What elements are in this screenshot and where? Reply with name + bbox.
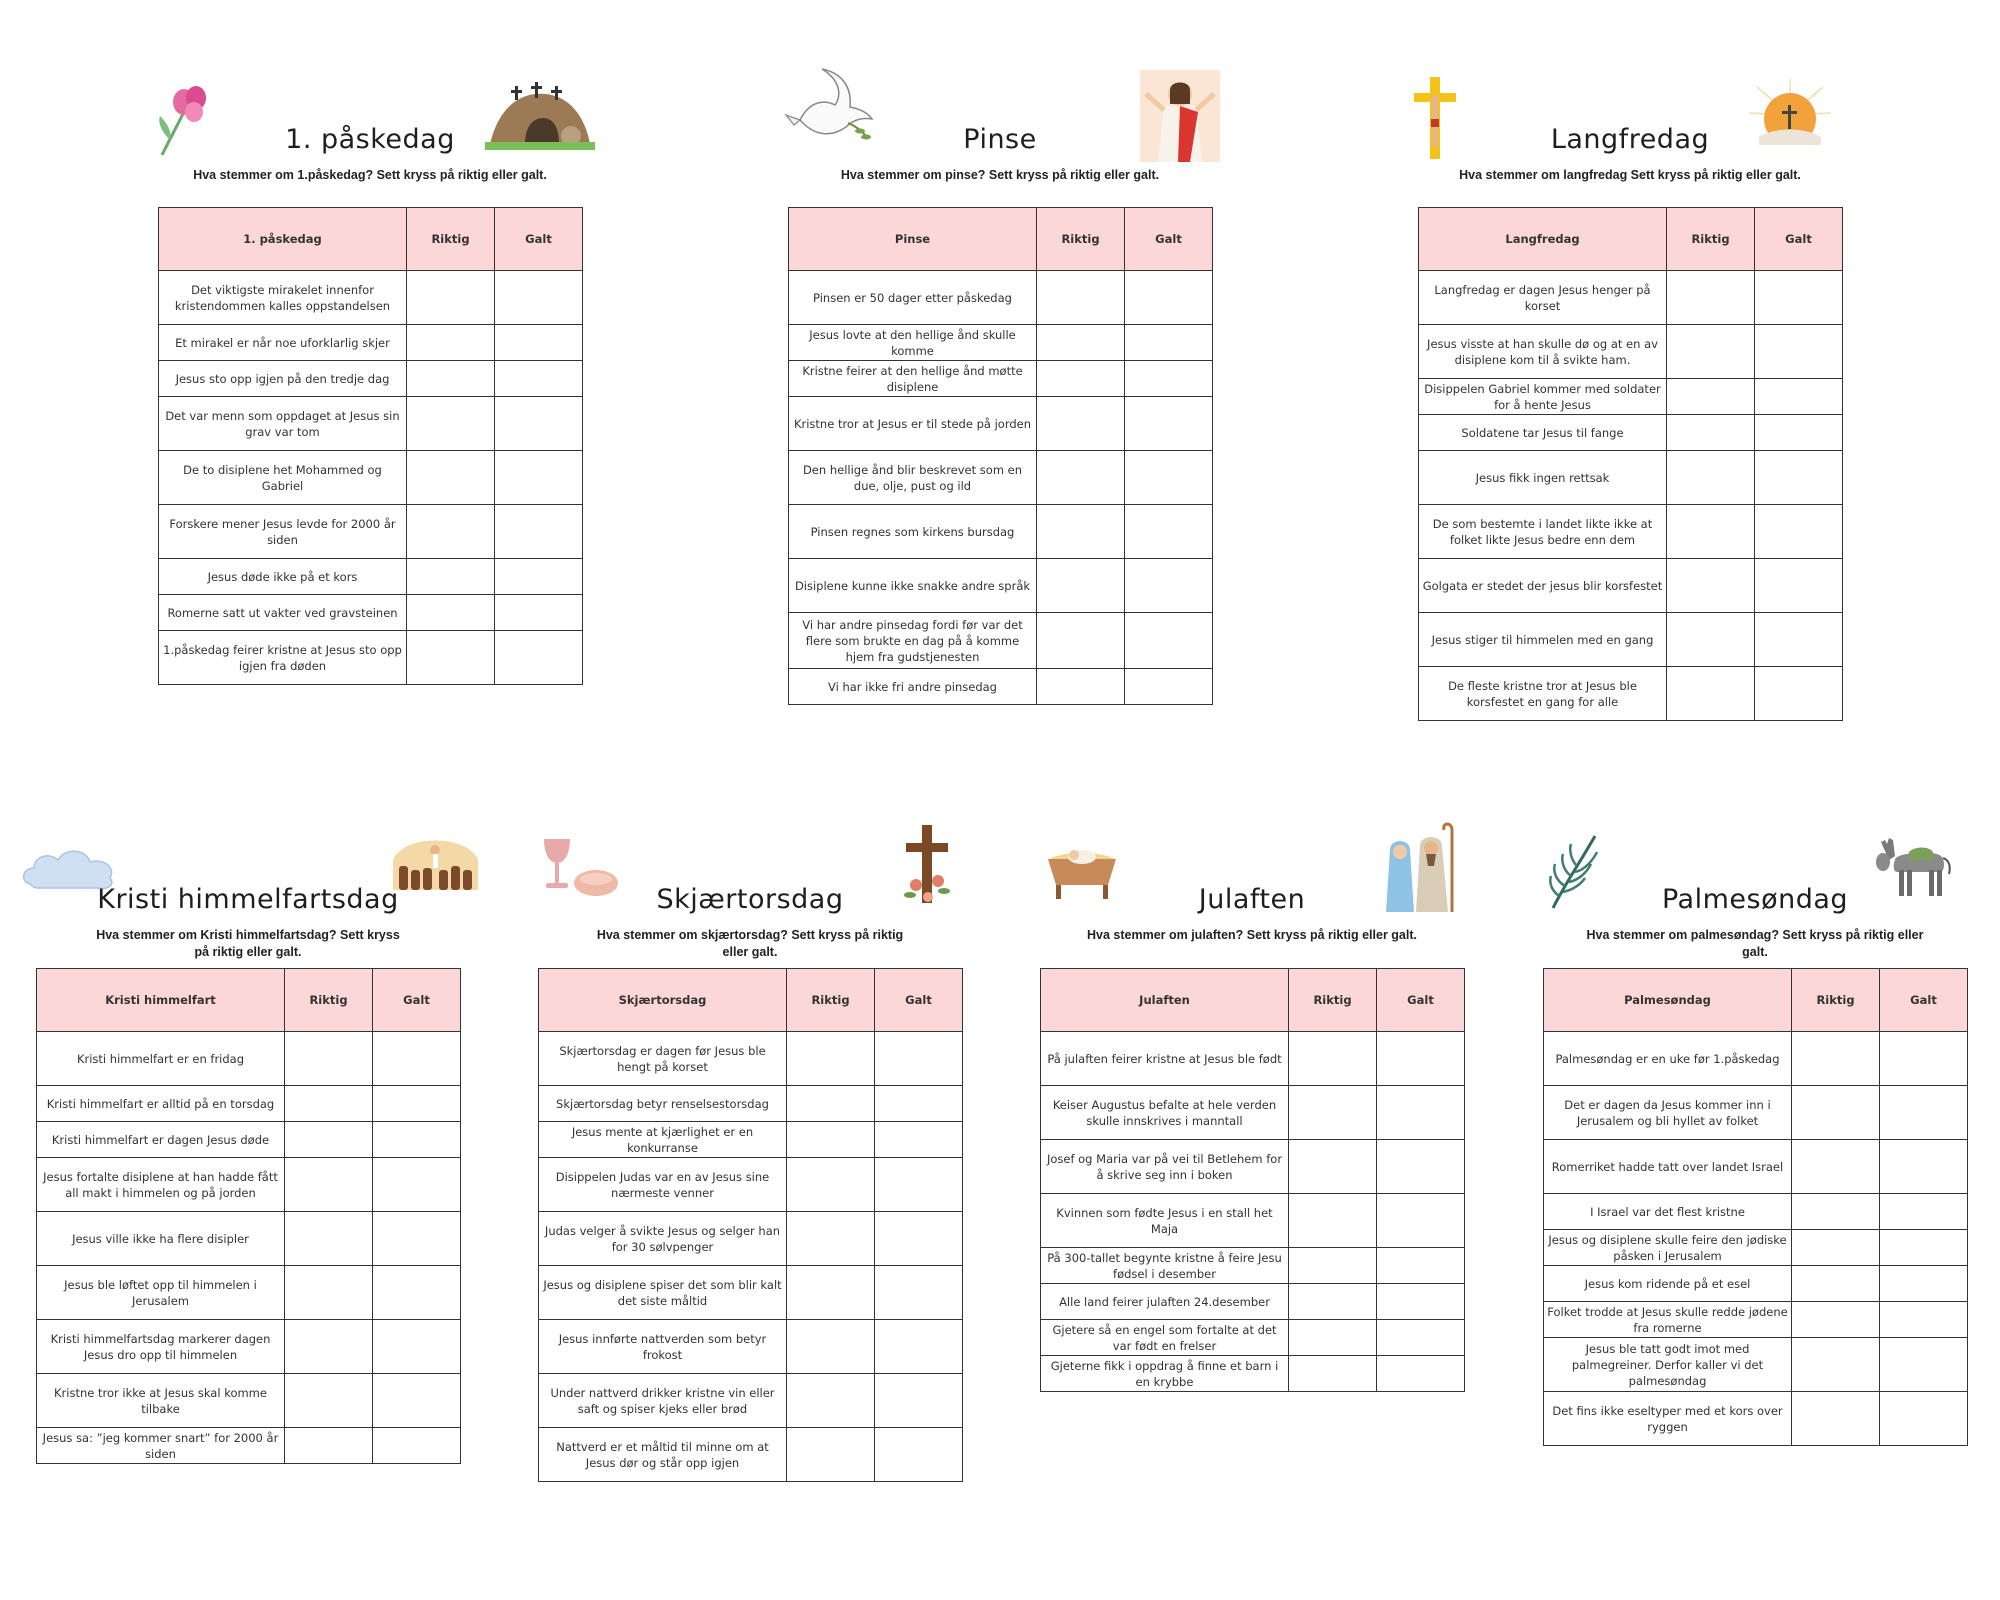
statement-cell: Kristne tror at Jesus er til stede på jorden xyxy=(789,397,1037,451)
statement-cell: Det er dagen da Jesus kommer inn i Jerusalem og bli hyllet av folket xyxy=(1544,1086,1792,1140)
ascension-icon xyxy=(393,830,478,890)
galt-checkbox-cell[interactable] xyxy=(1125,325,1213,361)
sheet-title: Skjærtorsdag xyxy=(656,884,844,915)
riktig-checkbox-cell[interactable] xyxy=(1792,1302,1880,1338)
sheet-instruction: Hva stemmer om langfredag Sett kryss på riktig eller galt. xyxy=(1459,168,1801,182)
worksheet-palmesondag xyxy=(1535,820,1975,1460)
statement-cell: Keiser Augustus befalte at hele verden skulle innskrives i manntall xyxy=(1041,1086,1289,1140)
sheet-instruction: Hva stemmer om julaften? Sett kryss på riktig eller galt. xyxy=(1087,928,1417,942)
galt-checkbox-cell[interactable] xyxy=(1755,613,1843,667)
statement-cell: På 300-tallet begynte kristne å feire Jesu fødsel i desember xyxy=(1041,1248,1289,1284)
column-header-riktig: Riktig xyxy=(787,969,875,1032)
true-false-table xyxy=(538,968,963,1482)
galt-checkbox-cell[interactable] xyxy=(1755,379,1843,415)
riktig-checkbox-cell[interactable] xyxy=(1792,1140,1880,1194)
galt-checkbox-cell[interactable] xyxy=(875,1122,963,1158)
galt-checkbox-cell[interactable] xyxy=(1125,451,1213,505)
statement-cell: Pinsen er 50 dager etter påskedag xyxy=(789,271,1037,325)
galt-checkbox-cell[interactable] xyxy=(495,325,583,361)
galt-checkbox-cell[interactable] xyxy=(1880,1194,1968,1230)
statement-cell: Den hellige ånd blir beskrevet som en due, olje, pust og ild xyxy=(789,451,1037,505)
sheet-instruction: Hva stemmer om Kristi himmelfartsdag? Sett kryss på riktig eller galt. xyxy=(96,928,400,959)
galt-checkbox-cell[interactable] xyxy=(495,451,583,505)
column-header-riktig: Riktig xyxy=(1037,208,1125,271)
galt-checkbox-cell[interactable] xyxy=(875,1266,963,1320)
galt-checkbox-cell[interactable] xyxy=(495,631,583,685)
galt-checkbox-cell[interactable] xyxy=(373,1320,461,1374)
galt-checkbox-cell[interactable] xyxy=(875,1212,963,1266)
statement-cell: Gjeterne fikk i oppdrag å finne et barn i en krybbe xyxy=(1041,1356,1289,1392)
column-header-riktig: Riktig xyxy=(407,208,495,271)
riktig-checkbox-cell[interactable] xyxy=(1667,505,1755,559)
galt-checkbox-cell[interactable] xyxy=(1377,1356,1465,1392)
statement-cell: Soldatene tar Jesus til fange xyxy=(1419,415,1667,451)
galt-checkbox-cell[interactable] xyxy=(875,1032,963,1086)
true-false-table xyxy=(1040,968,1465,1392)
galt-checkbox-cell[interactable] xyxy=(1125,559,1213,613)
statement-cell: Langfredag er dagen Jesus henger på korset xyxy=(1419,271,1667,325)
statement-cell: Kvinnen som fødte Jesus i en stall het Maja xyxy=(1041,1194,1289,1248)
riktig-checkbox-cell[interactable] xyxy=(787,1428,875,1482)
galt-checkbox-cell[interactable] xyxy=(1755,325,1843,379)
galt-checkbox-cell[interactable] xyxy=(373,1374,461,1428)
riktig-checkbox-cell[interactable] xyxy=(1037,669,1125,705)
column-header-riktig: Riktig xyxy=(1289,969,1377,1032)
galt-checkbox-cell[interactable] xyxy=(1755,271,1843,325)
riktig-checkbox-cell[interactable] xyxy=(285,1266,373,1320)
galt-checkbox-cell[interactable] xyxy=(1125,361,1213,397)
column-header-topic: Julaften xyxy=(1041,969,1289,1032)
riktig-checkbox-cell[interactable] xyxy=(407,271,495,325)
sheet-title: Langfredag xyxy=(1550,124,1710,155)
galt-checkbox-cell[interactable] xyxy=(1377,1140,1465,1194)
statement-cell: Jesus lovte at den hellige ånd skulle komme xyxy=(789,325,1037,361)
true-false-table xyxy=(36,968,461,1464)
statement-cell: Disippelen Gabriel kommer med soldater for å hente Jesus xyxy=(1419,379,1667,415)
galt-checkbox-cell[interactable] xyxy=(1125,271,1213,325)
statement-cell: Romerne satt ut vakter ved gravsteinen xyxy=(159,595,407,631)
statement-cell: Golgata er stedet der jesus blir korsfestet xyxy=(1419,559,1667,613)
riktig-checkbox-cell[interactable] xyxy=(1667,271,1755,325)
riktig-checkbox-cell[interactable] xyxy=(787,1266,875,1320)
galt-checkbox-cell[interactable] xyxy=(1377,1284,1465,1320)
worksheet-skjaertorsdag xyxy=(530,820,970,1500)
column-header-riktig: Riktig xyxy=(1667,208,1755,271)
worksheet-paaskedag xyxy=(150,60,590,700)
statement-cell: Jesus og disiplene skulle feire den jødiske påsken i Jerusalem xyxy=(1544,1230,1792,1266)
column-header-topic: Palmesøndag xyxy=(1544,969,1792,1032)
true-false-table xyxy=(1543,968,1968,1446)
statement-cell: Det fins ikke eseltyper med et kors over ryggen xyxy=(1544,1392,1792,1446)
statement-cell: Det viktigste mirakelet innenfor kristendommen kalles oppstandelsen xyxy=(159,271,407,325)
riktig-checkbox-cell[interactable] xyxy=(1667,415,1755,451)
galt-checkbox-cell[interactable] xyxy=(1880,1032,1968,1086)
statement-cell: Jesus kom ridende på et esel xyxy=(1544,1266,1792,1302)
statement-cell: Vi har andre pinsedag fordi før var det flere som brukte en dag på å komme hjem fra gudstjenesten xyxy=(789,613,1037,669)
column-header-topic: Skjærtorsdag xyxy=(539,969,787,1032)
column-header-galt: Galt xyxy=(495,208,583,271)
riktig-checkbox-cell[interactable] xyxy=(1792,1392,1880,1446)
riktig-checkbox-cell[interactable] xyxy=(1289,1140,1377,1194)
sheet-instruction: Hva stemmer om 1.påskedag? Sett kryss på riktig eller galt. xyxy=(193,168,547,182)
galt-checkbox-cell[interactable] xyxy=(1755,415,1843,451)
galt-checkbox-cell[interactable] xyxy=(1880,1266,1968,1302)
galt-checkbox-cell[interactable] xyxy=(1755,451,1843,505)
galt-checkbox-cell[interactable] xyxy=(1755,505,1843,559)
statement-cell: Judas velger å svikte Jesus og selger han for 30 sølvpenger xyxy=(539,1212,787,1266)
worksheet-julaften xyxy=(1032,820,1472,1400)
riktig-checkbox-cell[interactable] xyxy=(285,1032,373,1086)
column-header-galt: Galt xyxy=(1755,208,1843,271)
galt-checkbox-cell[interactable] xyxy=(1880,1302,1968,1338)
statement-cell: Nattverd er et måltid til minne om at Jesus dør og står opp igjen xyxy=(539,1428,787,1482)
riktig-checkbox-cell[interactable] xyxy=(1289,1356,1377,1392)
sheet-title: Palmesøndag xyxy=(1661,884,1849,915)
riktig-checkbox-cell[interactable] xyxy=(1037,451,1125,505)
statement-cell: Jesus og disiplene spiser det som blir kalt det siste måltid xyxy=(539,1266,787,1320)
riktig-checkbox-cell[interactable] xyxy=(787,1032,875,1086)
statement-cell: Alle land feirer julaften 24.desember xyxy=(1041,1284,1289,1320)
riktig-checkbox-cell[interactable] xyxy=(787,1374,875,1428)
galt-checkbox-cell[interactable] xyxy=(1125,505,1213,559)
galt-checkbox-cell[interactable] xyxy=(1377,1320,1465,1356)
riktig-checkbox-cell[interactable] xyxy=(1792,1230,1880,1266)
true-false-table xyxy=(788,207,1213,705)
galt-checkbox-cell[interactable] xyxy=(373,1212,461,1266)
statement-cell: Et mirakel er når noe uforklarlig skjer xyxy=(159,325,407,361)
galt-checkbox-cell[interactable] xyxy=(1377,1086,1465,1140)
riktig-checkbox-cell[interactable] xyxy=(1667,379,1755,415)
statement-cell: Under nattverd drikker kristne vin eller saft og spiser kjeks eller brød xyxy=(539,1374,787,1428)
statement-cell: Jesus sa: ”jeg kommer snart” for 2000 år siden xyxy=(37,1428,285,1464)
statement-cell: De fleste kristne tror at Jesus ble korsfestet en gang for alle xyxy=(1419,667,1667,721)
riktig-checkbox-cell[interactable] xyxy=(1037,505,1125,559)
riktig-checkbox-cell[interactable] xyxy=(1289,1320,1377,1356)
galt-checkbox-cell[interactable] xyxy=(1125,397,1213,451)
riktig-checkbox-cell[interactable] xyxy=(787,1158,875,1212)
sheet-title: Pinse xyxy=(963,124,1037,155)
statement-cell: Kristi himmelfartsdag markerer dagen Jesus dro opp til himmelen xyxy=(37,1320,285,1374)
statement-cell: Forskere mener Jesus levde for 2000 år siden xyxy=(159,505,407,559)
statement-cell: Folket trodde at Jesus skulle redde jødene fra romerne xyxy=(1544,1302,1792,1338)
statement-cell: Jesus sto opp igjen på den tredje dag xyxy=(159,361,407,397)
statement-cell: Kristi himmelfart er dagen Jesus døde xyxy=(37,1122,285,1158)
column-header-topic: Kristi himmelfart xyxy=(37,969,285,1032)
riktig-checkbox-cell[interactable] xyxy=(285,1428,373,1464)
riktig-checkbox-cell[interactable] xyxy=(407,397,495,451)
galt-checkbox-cell[interactable] xyxy=(373,1122,461,1158)
riktig-checkbox-cell[interactable] xyxy=(1792,1086,1880,1140)
sheet-instruction: Hva stemmer om palmesøndag? Sett kryss på riktig eller galt. xyxy=(1586,928,1924,959)
riktig-checkbox-cell[interactable] xyxy=(285,1122,373,1158)
galt-checkbox-cell[interactable] xyxy=(1880,1140,1968,1194)
worksheet-langfredag xyxy=(1410,60,1850,740)
galt-checkbox-cell[interactable] xyxy=(875,1086,963,1122)
riktig-checkbox-cell[interactable] xyxy=(407,325,495,361)
galt-checkbox-cell[interactable] xyxy=(1755,559,1843,613)
galt-checkbox-cell[interactable] xyxy=(373,1032,461,1086)
column-header-galt: Galt xyxy=(875,969,963,1032)
galt-checkbox-cell[interactable] xyxy=(1377,1032,1465,1086)
statement-cell: Jesus fortalte disiplene at han hadde fått all makt i himmelen og på jorden xyxy=(37,1158,285,1212)
riktig-checkbox-cell[interactable] xyxy=(1289,1284,1377,1320)
sheet-title: 1. påskedag xyxy=(285,124,455,155)
statement-cell: Vi har ikke fri andre pinsedag xyxy=(789,669,1037,705)
worksheet-kristi-himmelfartsdag xyxy=(28,820,468,1480)
statement-cell: Josef og Maria var på vei til Betlehem for å skrive seg inn i boken xyxy=(1041,1140,1289,1194)
column-header-galt: Galt xyxy=(373,969,461,1032)
statement-cell: Kristne feirer at den hellige ånd møtte disiplene xyxy=(789,361,1037,397)
statement-cell: Jesus ville ikke ha flere disipler xyxy=(37,1212,285,1266)
statement-cell: Det var menn som oppdaget at Jesus sin grav var tom xyxy=(159,397,407,451)
column-header-galt: Galt xyxy=(1377,969,1465,1032)
statement-cell: Kristi himmelfart er alltid på en torsdag xyxy=(37,1086,285,1122)
sheet-title: Julaften xyxy=(1198,884,1306,915)
statement-cell: Kristi himmelfart er en fridag xyxy=(37,1032,285,1086)
riktig-checkbox-cell[interactable] xyxy=(1289,1248,1377,1284)
statement-cell: På julaften feirer kristne at Jesus ble født xyxy=(1041,1032,1289,1086)
statement-cell: Kristne tror ikke at Jesus skal komme tilbake xyxy=(37,1374,285,1428)
statement-cell: Disiplene kunne ikke snakke andre språk xyxy=(789,559,1037,613)
riktig-checkbox-cell[interactable] xyxy=(285,1158,373,1212)
riktig-checkbox-cell[interactable] xyxy=(1289,1086,1377,1140)
statement-cell: Skjærtorsdag betyr renselsestorsdag xyxy=(539,1086,787,1122)
riktig-checkbox-cell[interactable] xyxy=(1037,271,1125,325)
statement-cell: Jesus mente at kjærlighet er en konkurranse xyxy=(539,1122,787,1158)
riktig-checkbox-cell[interactable] xyxy=(1037,397,1125,451)
statement-cell: De som bestemte i landet likte ikke at folket likte Jesus bedre enn dem xyxy=(1419,505,1667,559)
statement-cell: De to disiplene het Mohammed og Gabriel xyxy=(159,451,407,505)
galt-checkbox-cell[interactable] xyxy=(1755,667,1843,721)
column-header-topic: 1. påskedag xyxy=(159,208,407,271)
galt-checkbox-cell[interactable] xyxy=(875,1374,963,1428)
galt-checkbox-cell[interactable] xyxy=(1377,1248,1465,1284)
statement-cell: Jesus ble løftet opp til himmelen i Jerusalem xyxy=(37,1266,285,1320)
galt-checkbox-cell[interactable] xyxy=(495,505,583,559)
galt-checkbox-cell[interactable] xyxy=(1377,1194,1465,1248)
riktig-checkbox-cell[interactable] xyxy=(407,631,495,685)
riktig-checkbox-cell[interactable] xyxy=(1792,1338,1880,1392)
riktig-checkbox-cell[interactable] xyxy=(1667,613,1755,667)
riktig-checkbox-cell[interactable] xyxy=(407,451,495,505)
riktig-checkbox-cell[interactable] xyxy=(1289,1194,1377,1248)
galt-checkbox-cell[interactable] xyxy=(373,1428,461,1464)
statement-cell: Gjetere så en engel som fortalte at det var født en frelser xyxy=(1041,1320,1289,1356)
column-header-riktig: Riktig xyxy=(1792,969,1880,1032)
galt-checkbox-cell[interactable] xyxy=(1125,669,1213,705)
statement-cell: Skjærtorsdag er dagen før Jesus ble hengt på korset xyxy=(539,1032,787,1086)
sheet-instruction: Hva stemmer om skjærtorsdag? Sett kryss på riktig eller galt. xyxy=(596,928,904,959)
riktig-checkbox-cell[interactable] xyxy=(1037,559,1125,613)
galt-checkbox-cell[interactable] xyxy=(495,595,583,631)
riktig-checkbox-cell[interactable] xyxy=(1289,1032,1377,1086)
statement-cell: Palmesøndag er en uke før 1.påskedag xyxy=(1544,1032,1792,1086)
riktig-checkbox-cell[interactable] xyxy=(787,1086,875,1122)
statement-cell: Romerriket hadde tatt over landet Israel xyxy=(1544,1140,1792,1194)
galt-checkbox-cell[interactable] xyxy=(373,1266,461,1320)
statement-cell: Pinsen regnes som kirkens bursdag xyxy=(789,505,1037,559)
column-header-galt: Galt xyxy=(1125,208,1213,271)
riktig-checkbox-cell[interactable] xyxy=(787,1122,875,1158)
galt-checkbox-cell[interactable] xyxy=(495,361,583,397)
statement-cell: Jesus ble tatt godt imot med palmegreiner. Derfor kaller vi det palmesøndag xyxy=(1544,1338,1792,1392)
galt-checkbox-cell[interactable] xyxy=(495,271,583,325)
statement-cell: Disippelen Judas var en av Jesus sine nærmeste venner xyxy=(539,1158,787,1212)
riktig-checkbox-cell[interactable] xyxy=(285,1374,373,1428)
riktig-checkbox-cell[interactable] xyxy=(1037,361,1125,397)
sheet-instruction: Hva stemmer om pinse? Sett kryss på riktig eller galt. xyxy=(840,168,1160,182)
column-header-topic: Pinse xyxy=(789,208,1037,271)
riktig-checkbox-cell[interactable] xyxy=(1667,667,1755,721)
galt-checkbox-cell[interactable] xyxy=(1125,613,1213,669)
statement-cell: Jesus fikk ingen rettsak xyxy=(1419,451,1667,505)
galt-checkbox-cell[interactable] xyxy=(1880,1086,1968,1140)
true-false-table xyxy=(1418,207,1843,721)
riktig-checkbox-cell[interactable] xyxy=(1792,1194,1880,1230)
worksheet-pinse xyxy=(780,60,1220,720)
riktig-checkbox-cell[interactable] xyxy=(787,1212,875,1266)
statement-cell: Jesus døde ikke på et kors xyxy=(159,559,407,595)
riktig-checkbox-cell[interactable] xyxy=(285,1086,373,1122)
galt-checkbox-cell[interactable] xyxy=(495,559,583,595)
column-header-galt: Galt xyxy=(1880,969,1968,1032)
galt-checkbox-cell[interactable] xyxy=(1880,1230,1968,1266)
galt-checkbox-cell[interactable] xyxy=(875,1158,963,1212)
riktig-checkbox-cell[interactable] xyxy=(407,505,495,559)
galt-checkbox-cell[interactable] xyxy=(495,397,583,451)
riktig-checkbox-cell[interactable] xyxy=(407,595,495,631)
riktig-checkbox-cell[interactable] xyxy=(285,1212,373,1266)
galt-checkbox-cell[interactable] xyxy=(1880,1392,1968,1446)
column-header-topic: Langfredag xyxy=(1419,208,1667,271)
galt-checkbox-cell[interactable] xyxy=(373,1158,461,1212)
riktig-checkbox-cell[interactable] xyxy=(787,1320,875,1374)
riktig-checkbox-cell[interactable] xyxy=(1667,325,1755,379)
statement-cell: Jesus visste at han skulle dø og at en av disiplene kom til å svikte ham. xyxy=(1419,325,1667,379)
column-header-riktig: Riktig xyxy=(285,969,373,1032)
riktig-checkbox-cell[interactable] xyxy=(1667,559,1755,613)
true-false-table xyxy=(158,207,583,685)
riktig-checkbox-cell[interactable] xyxy=(407,559,495,595)
galt-checkbox-cell[interactable] xyxy=(875,1428,963,1482)
riktig-checkbox-cell[interactable] xyxy=(1037,325,1125,361)
galt-checkbox-cell[interactable] xyxy=(875,1320,963,1374)
riktig-checkbox-cell[interactable] xyxy=(1667,451,1755,505)
galt-checkbox-cell[interactable] xyxy=(1880,1338,1968,1392)
riktig-checkbox-cell[interactable] xyxy=(1792,1266,1880,1302)
sheet-title: Kristi himmelfartsdag xyxy=(97,884,399,915)
statement-cell: Jesus innførte nattverden som betyr frokost xyxy=(539,1320,787,1374)
riktig-checkbox-cell[interactable] xyxy=(285,1320,373,1374)
statement-cell: 1.påskedag feirer kristne at Jesus sto opp igjen fra døden xyxy=(159,631,407,685)
statement-cell: I Israel var det flest kristne xyxy=(1544,1194,1792,1230)
galt-checkbox-cell[interactable] xyxy=(373,1086,461,1122)
riktig-checkbox-cell[interactable] xyxy=(1792,1032,1880,1086)
riktig-checkbox-cell[interactable] xyxy=(407,361,495,397)
statement-cell: Jesus stiger til himmelen med en gang xyxy=(1419,613,1667,667)
riktig-checkbox-cell[interactable] xyxy=(1037,613,1125,669)
